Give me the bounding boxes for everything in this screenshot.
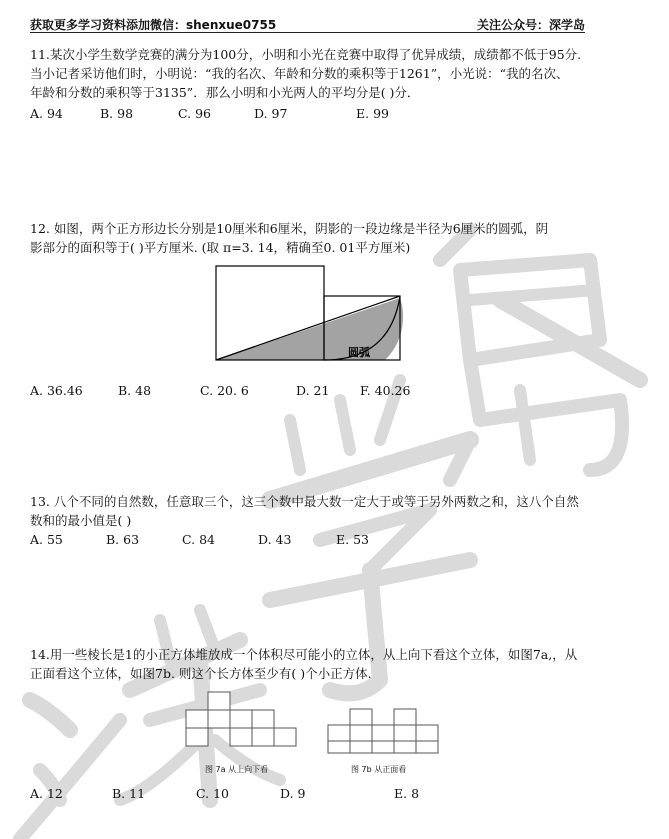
option-b: B. 11 — [112, 786, 146, 801]
option-c: C. 84 — [182, 532, 215, 547]
figure-7a-top-view — [184, 690, 299, 752]
header-official-account: 关注公众号：深学岛 — [476, 18, 585, 32]
question-11-line-2: 当小记者采访他们时，小明说：“我的名次、年龄和分数的乘积等于1261”，小光说：“我的名次、 — [30, 66, 569, 81]
option-c: C. 96 — [178, 106, 211, 121]
option-a: A. 55 — [30, 532, 63, 547]
question-12-line-1: 12. 如图，两个正方形边长分别是10厘米和6厘米，阴影的一段边缘是半径为6厘米的圆弧，阴 — [30, 221, 549, 236]
option-a: A. 12 — [30, 786, 63, 801]
question-14-line-2: 正面看这个立体，如图7b. 则这个长方体至少有( )个小正方体. — [30, 666, 372, 681]
page-header — [30, 14, 585, 33]
option-b: B. 63 — [106, 532, 140, 547]
question-13-line-1: 13. 八个不同的自然数，任意取三个，这三个数中最大数一定大于或等于另外两数之和，这八个自然 — [30, 494, 579, 509]
arc-label: 圆弧 — [348, 346, 370, 359]
question-13-line-2: 数和的最小值是( ) — [30, 513, 132, 528]
option-a: A. 94 — [30, 106, 63, 121]
option-c: C. 10 — [196, 786, 229, 801]
option-e: E. 53 — [336, 532, 369, 547]
option-d: D. 43 — [258, 532, 292, 547]
question-11-text — [30, 45, 590, 102]
option-d: D. 9 — [280, 786, 306, 801]
option-e: E. 99 — [356, 106, 389, 121]
question-14-text — [30, 645, 590, 683]
option-b: B. 98 — [100, 106, 134, 121]
squares-figure — [215, 264, 415, 380]
header-wechat-info: 获取更多学习资料添加微信：shenxue0755 — [30, 18, 277, 32]
question-11-line-1: 11.某次小学生数学竞赛的满分为100分，小明和小光在竞赛中取得了优异成绩，成绩都不低于95分. — [30, 47, 582, 62]
question-12-text — [30, 219, 590, 257]
option-d: D. 21 — [296, 383, 330, 398]
figure-7a-caption: 图 7a 从上向下看 — [205, 765, 269, 774]
option-d: D. 97 — [254, 106, 288, 121]
figure-7b-front-view — [326, 705, 441, 755]
question-11-line-3: 年龄和分数的乘积等于3135”．那么小明和小光两人的平均分是( )分． — [30, 85, 420, 100]
figure-7b-caption: 图 7b 从正面看 — [351, 765, 407, 774]
option-a: A. 36.46 — [30, 383, 83, 398]
option-b: B. 48 — [118, 383, 152, 398]
question-13-text — [30, 492, 590, 530]
option-f: F. 40.26 — [360, 383, 411, 398]
question-12-line-2: 影部分的面积等于( )平方厘米. (取 π=3. 14，精确至0. 01平方厘米) — [30, 240, 411, 255]
question-14-line-1: 14.用一些棱长是1的小正方体堆放成一个体积尽可能小的立体，从上向下看这个立体，如图7a,，从 — [30, 647, 578, 662]
option-c: C. 20. 6 — [200, 383, 249, 398]
option-e: E. 8 — [394, 786, 420, 801]
